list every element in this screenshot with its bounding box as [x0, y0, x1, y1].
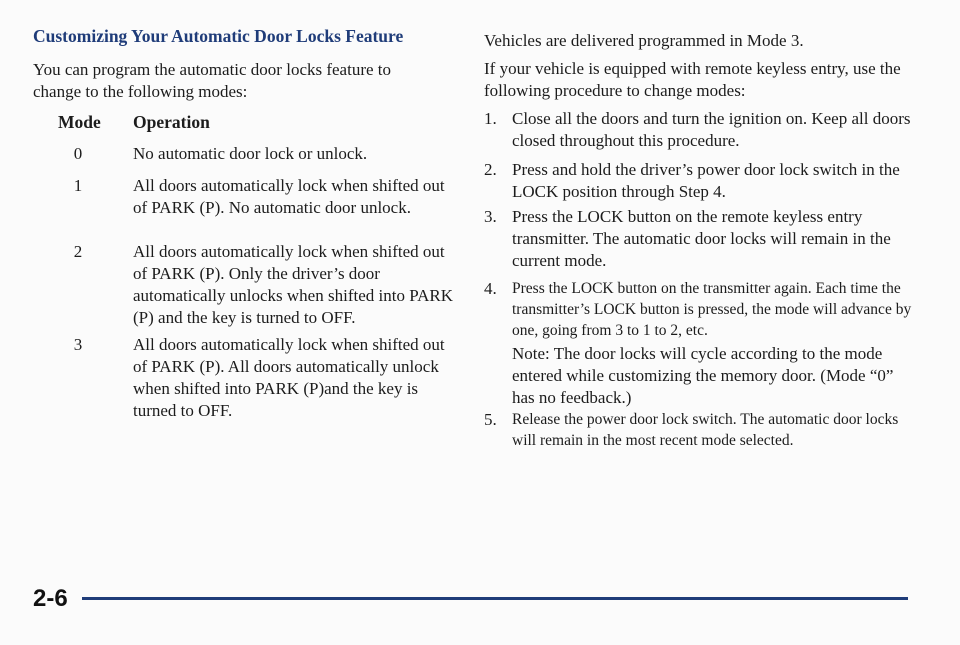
step-number: 5. — [484, 410, 497, 429]
procedure-intro: If your vehicle is equipped with remote keyless entry, use the following procedure to change modes: — [484, 59, 901, 100]
step-text: Press the LOCK button on the transmitter again. Each time the transmitter’s LOCK button is pressed, the mode will advance by one, going from 3 to 1 to 2, etc. — [512, 280, 912, 339]
step-text: Close all the doors and turn the ignition on. Keep all doors closed throughout this procedure. — [512, 109, 911, 150]
note-paragraph: Note: The door locks will cycle according to the mode entered while customizing the memory door. (Mode “0” has no feedback.) — [512, 344, 894, 407]
page-number: 2-6 — [33, 585, 68, 612]
step-number: 2. — [484, 160, 497, 179]
section-heading: Customizing Your Automatic Door Locks Feature — [33, 26, 404, 46]
mode-number: 3 — [73, 335, 83, 354]
mode-operation: No automatic door lock or unlock. — [133, 144, 368, 163]
step-text: Press the LOCK button on the remote keyless entry transmitter. The automatic door locks will remain in the current mode. — [512, 207, 891, 270]
operation-column-header: Operation — [133, 112, 210, 132]
intro-paragraph: You can program the automatic door locks feature to change to the following modes: — [33, 60, 392, 101]
delivered-paragraph: Vehicles are delivered programmed in Mode 3. — [484, 31, 804, 50]
step-number: 3. — [484, 207, 497, 226]
mode-number: 2 — [73, 242, 83, 261]
step-text: Press and hold the driver’s power door lock switch in the LOCK position through Step 4. — [512, 160, 900, 201]
step-text: Release the power door lock switch. The automatic door locks will remain in the most recent mode selected. — [512, 411, 899, 449]
footer-rule — [82, 597, 908, 600]
step-number: 4. — [484, 279, 497, 298]
mode-column-header: Mode — [58, 112, 101, 132]
mode-number: 0 — [73, 144, 83, 163]
step-number: 1. — [484, 109, 497, 128]
mode-number: 1 — [73, 176, 83, 195]
mode-operation: All doors automatically lock when shifted out of PARK (P). All doors automatically unlock when shifted into PARK (P)and the key is turned to OFF. — [133, 335, 445, 420]
mode-operation: All doors automatically lock when shifted out of PARK (P). Only the driver’s door automatically unlocks when shifted into PARK (P) and the key is turned to OFF. — [133, 242, 453, 327]
mode-operation: All doors automatically lock when shifted out of PARK (P). No automatic door unlock. — [133, 176, 445, 217]
